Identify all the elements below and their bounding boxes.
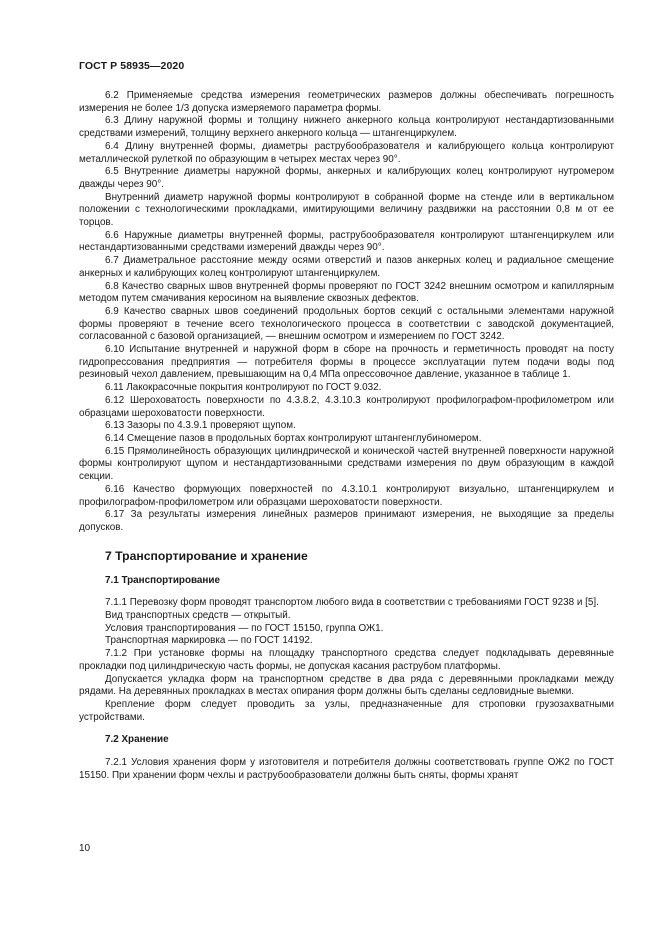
- paragraph-6-16: 6.16 Качество формующих поверхностей по 4.3.10.1 контролируют визуально, штангенциркулем и профилографом-профилометром или образцами шероховатости поверхности.: [79, 483, 614, 508]
- paragraph-7-1-1: 7.1.1 Перевозку форм проводят транспортом любого вида в соответствии с требованиями ГОСТ 9238 и [5].: [105, 597, 599, 609]
- paragraph-two-row-stacking: Допускается укладка форм на транспортном средстве в два ряда с деревянными прокладками между рядами. На деревянных прокладках в местах опирания форм должны быть сделаны седловидные выемки.: [79, 673, 614, 698]
- paragraph-6-4: 6.4 Длину внутренней формы, диаметры раструбообразователя и калибрующего кольца контролируют металлической рулеткой по образующим в четырех местах через 90°.: [79, 140, 614, 165]
- paragraph-6-5: 6.5 Внутренние диаметры наружной формы, анкерных и калибрующих колец контролируют нутромером дважды через 90°.: [79, 166, 614, 190]
- paragraph-6-6: 6.6 Наружные диаметры внутренней формы, раструбообразователя контролируют штангенциркулем или нестандартизованными средствами измерений дважды через 90°.: [79, 229, 614, 254]
- paragraph-6-7: 6.7 Диаметральное расстояние между осями отверстий и пазов анкерных колец и радиальное смещение анкерных и калибрующих колец контролируют штангенциркулем.: [79, 255, 614, 279]
- paragraph-6-12: 6.12 Шероховатость поверхности по 4.3.8.2, 4.3.10.3 контролируют профилографом-профилометром или образцами шероховатости поверхности.: [79, 394, 614, 419]
- paragraph-6-8: 6.8 Качество сварных швов внутренней формы проверяют по ГОСТ 3242 внешним осмотром и капиллярным методом путем смачивания керосином на выявление сквозных дефектов.: [79, 280, 614, 305]
- document-body: [79, 90, 614, 782]
- paragraph-transport-marking: Транспортная маркировка — по ГОСТ 14192.: [105, 635, 313, 647]
- section-7-title: 7 Транспортирование и хранение: [105, 548, 308, 563]
- paragraph-6-14: 6.14 Смещение пазов в продольных бортах контролируют штангенглубиномером.: [105, 432, 482, 444]
- paragraph-6-3: 6.3 Длину наружной формы и толщину нижнего анкерного кольца контролируют нестандартизованными средствами измерений, толщину верхнего анкерного кольца — штангенциркулем.: [79, 115, 614, 140]
- paragraph-6-13: 6.13 Зазоры по 4.3.9.1 проверяют щупом.: [105, 420, 296, 432]
- paragraph-7-1-2: 7.1.2 При установке формы на площадку транспортного средства следует подкладывать деревянные прокладки под цилиндрическую часть формы, не допуская касания раструбом платформы.: [79, 648, 614, 672]
- paragraph-6-11: 6.11 Лакокрасочные покрытия контролируют по ГОСТ 9.032.: [105, 382, 382, 394]
- paragraph-6-10: 6.10 Испытание внутренней и наружной форм в сборе на прочность и герметичность проводят на посту гидропрессования предприятия — потребителя формы в процессе эксплуатации путем подачи воды под резиновый чехол давлением, превышающим на 0,4 МПа опрессовочное давление, указанное в таблице 1.: [79, 344, 614, 381]
- paragraph-fastening: Крепление форм следует проводить за узлы, предназначенные для строповки грузозахватными устройствами.: [79, 698, 614, 723]
- subsection-7-1-title: 7.1 Транспортирование: [105, 574, 220, 586]
- paragraph-6-5-continued: Внутренний диаметр наружной формы контролируют в собранной форме на стенде или в вертикальном положении с технологическими прокладками, имитирующими величину раздвижки на расстоянии 0,8 м от ее торцов.: [79, 191, 614, 229]
- document-header: ГОСТ Р 58935—2020: [79, 60, 185, 72]
- subsection-7-2-title: 7.2 Хранение: [105, 734, 169, 746]
- paragraph-6-15: 6.15 Прямолинейность образующих цилиндрической и конической частей внутренней поверхности наружной формы контролируют щупом и нестандартизованными средствами измерения по двум образующим в каждой секции.: [79, 445, 614, 483]
- paragraph-6-2: 6.2 Применяемые средства измерения геометрических размеров должны обеспечивать погрешность измерения не более 1/3 допуска измеряемого параметра формы.: [79, 90, 614, 114]
- paragraph-transport-type: Вид транспортных средств — открытый.: [105, 610, 291, 622]
- paragraph-6-9: 6.9 Качество сварных швов соединений продольных бортов секций с остальными элементами наружной формы проверяют в течение всего технологического процесса в соответствии с заводской документацией, согласованной с базовой организацией, — внешним осмотром и измерением по ГОСТ 3242.: [79, 305, 614, 343]
- paragraph-7-2-1: 7.2.1 Условия хранения форм у изготовителя и потребителя должны соответствовать группе ОЖ2 по ГОСТ 15150. При хранении форм чехлы и раструбообразователи должны быть сняты, формы хранят: [79, 757, 614, 781]
- paragraph-transport-conditions: Условия транспортирования — по ГОСТ 15150, группа ОЖ1.: [105, 622, 384, 634]
- page-number: 10: [79, 843, 91, 854]
- paragraph-6-17: 6.17 За результаты измерения линейных размеров принимают измерения, не выходящие за пределы допусков.: [79, 509, 614, 533]
